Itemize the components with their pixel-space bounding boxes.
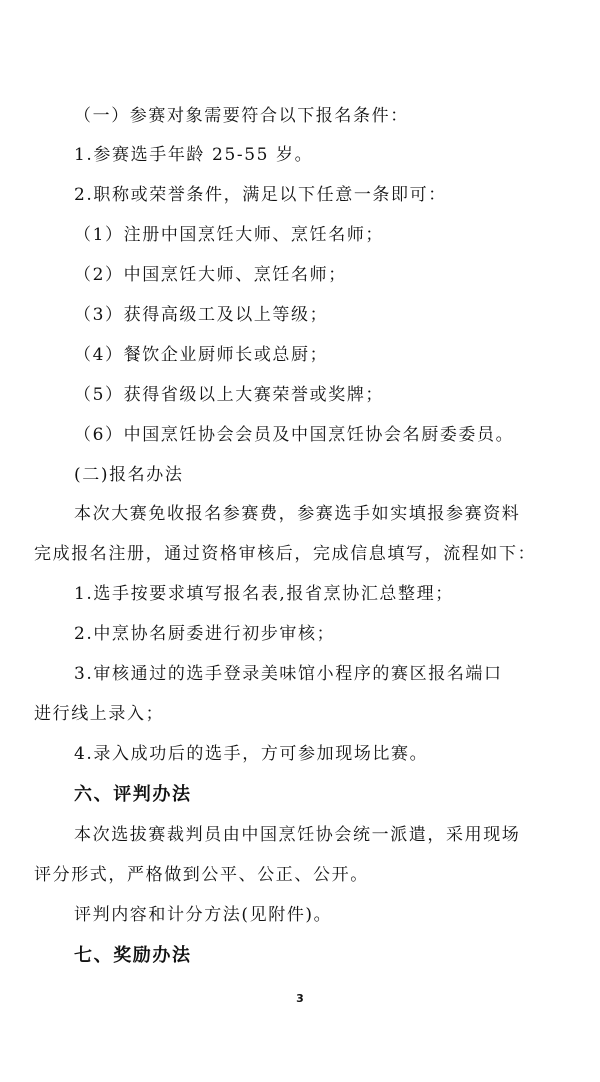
sub2-title: (二)报名办法: [74, 465, 184, 485]
item-title-condition: 2.职称或荣誉条件，满足以下任意一条即可：: [74, 185, 447, 205]
section-6-paragraph-2: 评判内容和计分方法(见附件)。: [74, 905, 333, 925]
condition-3: （3）获得高级工及以上等级；: [74, 305, 329, 325]
condition-1: （1）注册中国烹饪大师、烹饪名师；: [74, 225, 385, 245]
sub1-title: （一）参赛对象需要符合以下报名条件：: [74, 106, 409, 126]
step-3-line2: 进行线上录入；: [34, 704, 165, 724]
section-6-paragraph-line1: 本次选拔赛裁判员由中国烹饪协会统一派遣，采用现场: [74, 825, 521, 845]
step-1: 1.选手按要求填写报名表,报省烹协汇总整理；: [74, 584, 454, 604]
condition-6: （6）中国烹饪协会会员及中国烹饪协会名厨委委员。: [74, 425, 515, 445]
page-number: 3: [296, 992, 304, 1005]
sub2-paragraph-line2: 完成报名注册，通过资格审核后，完成信息填写，流程如下：: [34, 544, 537, 564]
item-age: 1.参赛选手年龄 25-55 岁。: [74, 145, 314, 165]
step-4: 4.录入成功后的选手，方可参加现场比赛。: [74, 744, 429, 764]
sub2-paragraph-line1: 本次大赛免收报名参赛费，参赛选手如实填报参赛资料: [74, 504, 521, 524]
condition-4: （4）餐饮企业厨师长或总厨；: [74, 345, 329, 365]
section-6-paragraph-line2: 评分形式，严格做到公平、公正、公开。: [34, 865, 369, 885]
step-2: 2.中烹协名厨委进行初步审核；: [74, 624, 336, 644]
condition-2: （2）中国烹饪大师、烹饪名师；: [74, 265, 347, 285]
step-3-line1: 3.审核通过的选手登录美味馆小程序的赛区报名端口: [74, 664, 503, 684]
section-7-heading: 七、奖励办法: [74, 945, 192, 966]
condition-5: （5）获得省级以上大赛荣誉或奖牌；: [74, 385, 385, 405]
section-6-heading: 六、评判办法: [74, 784, 192, 805]
